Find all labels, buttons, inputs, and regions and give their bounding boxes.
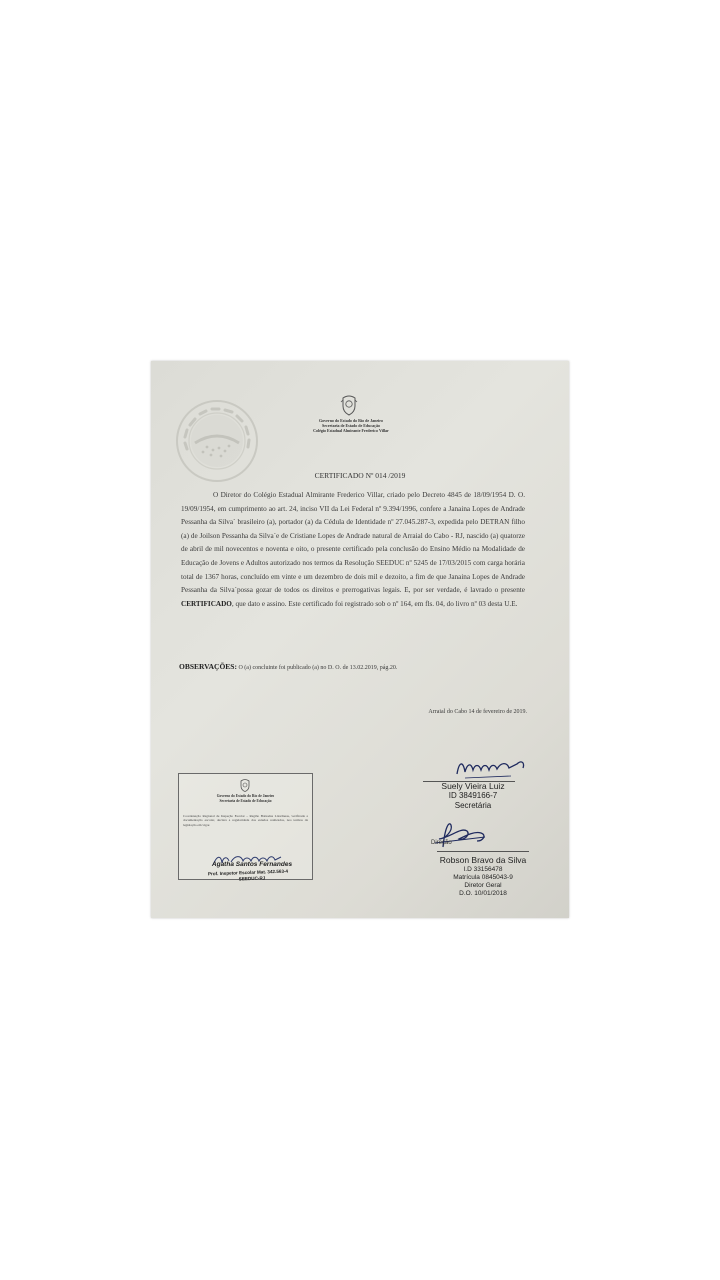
stamp-header	[179, 794, 312, 803]
observations	[179, 662, 539, 671]
state-coat-of-arms-icon	[340, 394, 358, 416]
stamp-signer-name: Agatha Santos Fernandes	[211, 861, 293, 868]
secretary-id: ID 3849166-7	[448, 791, 498, 800]
observations-text: O (a) concluinte foi publicado (a) no D. O. de 13.02.2019, pág.20.	[236, 665, 398, 671]
body-text-part1: O Diretor do Colégio Estadual Almirante Frederico Villar, criado pelo Decreto 4845 de 18/09/1954 D. O. 19/09/1954, em cumprimento ao art. 24, inciso VII da Lei Federal nº 9.394/1996, confere a Janaina Lopes de Andrade Pessanha da Silva´ brasileiro (a), portador (a) da Cédula de Identidade nº 27.045.287-3, expedida pelo DETRAN filho (a) de Joilson Pessanha da Silva´e de Cristiane Lopes de Andrade natural de Arraial do Cabo - RJ, nascido (a) quatorze de abril de mil novecentos e noventa e oito, o presente certificado pela conclusão do Ensino Médio na Modalidade de Educação de Jovens e Adultos autorizado nos termos da Resolução SEEDUC nº 5245 de 17/03/2015 com carga horária total de 1367 horas, concluído em vinte e um dezembro de dois mil e dezoito, a fim de que Janaina Lopes de Andrade Pessanha da Silva´possa gozar de todos os direitos e prerrogativas legais. E, por ser verdade, é lavrado o presente	[181, 491, 525, 595]
director-registration: Matrícula 0845043-9	[453, 874, 513, 881]
director-role-label: Direção	[431, 840, 452, 846]
stamp-header-line-2: Secretaria de Estado de Educação	[219, 798, 272, 803]
inspection-stamp	[178, 773, 313, 880]
body-text-bold: CERTIFICADO	[181, 599, 232, 608]
certificate-document	[151, 361, 569, 918]
body-text-part2: , que dato e assino. Este certificado foi registrado sob o nº 164, em fls. 04, do livro nº 03 desta U.E.	[231, 599, 518, 608]
stamp-body-text: Coordenação Regional de Inspeção Escolar – Região Baixadas Litorâneas, verificada a documentação escolar, declara a regularidade dos estudos realizados, nos termos da legislação em vigor.	[183, 814, 308, 827]
secretary-signature-line	[423, 781, 515, 782]
secretary-role: Secretária	[454, 801, 492, 810]
observations-label: OBSERVAÇÕES:	[179, 662, 237, 671]
secretary-signature-block	[413, 781, 533, 811]
director-signature-line	[437, 851, 529, 852]
header-line-1: Governo do Estado do Rio de Janeiro	[319, 418, 383, 423]
director-signature-block	[413, 840, 553, 898]
director-id: I.D 33156478	[463, 866, 503, 873]
certificate-title: CERTIFICADO Nº 014 /2019	[314, 471, 406, 480]
header-line-2: Secretaria de Estado de Educação	[322, 423, 380, 428]
place-date: Arraial do Cabo 14 de fevereiro de 2019.	[428, 709, 527, 715]
header-line-3: Colégio Estadual Almirante Frederico Villar	[313, 428, 389, 433]
secretary-handwritten-signature	[451, 754, 531, 782]
stamp-header-line-1: Governo do Estado do Rio de Janeiro	[216, 794, 275, 798]
director-name: Robson Bravo da Silva	[439, 855, 527, 865]
certificate-body	[181, 489, 525, 611]
stamp-coat-of-arms-icon	[239, 778, 251, 792]
secretary-name: Suely Vieira Luiz	[441, 781, 505, 791]
document-header	[291, 418, 411, 433]
stamp-signer-org: SEEDUC-RJ	[238, 875, 266, 882]
director-appointment-date: D.O. 10/01/2018	[459, 890, 507, 897]
stamp-signer-title: Prof. Inspetor Escolar Mat. 342.563-4	[207, 868, 289, 877]
director-handwritten-signature	[415, 817, 505, 851]
director-title: Diretor Geral	[464, 882, 502, 889]
